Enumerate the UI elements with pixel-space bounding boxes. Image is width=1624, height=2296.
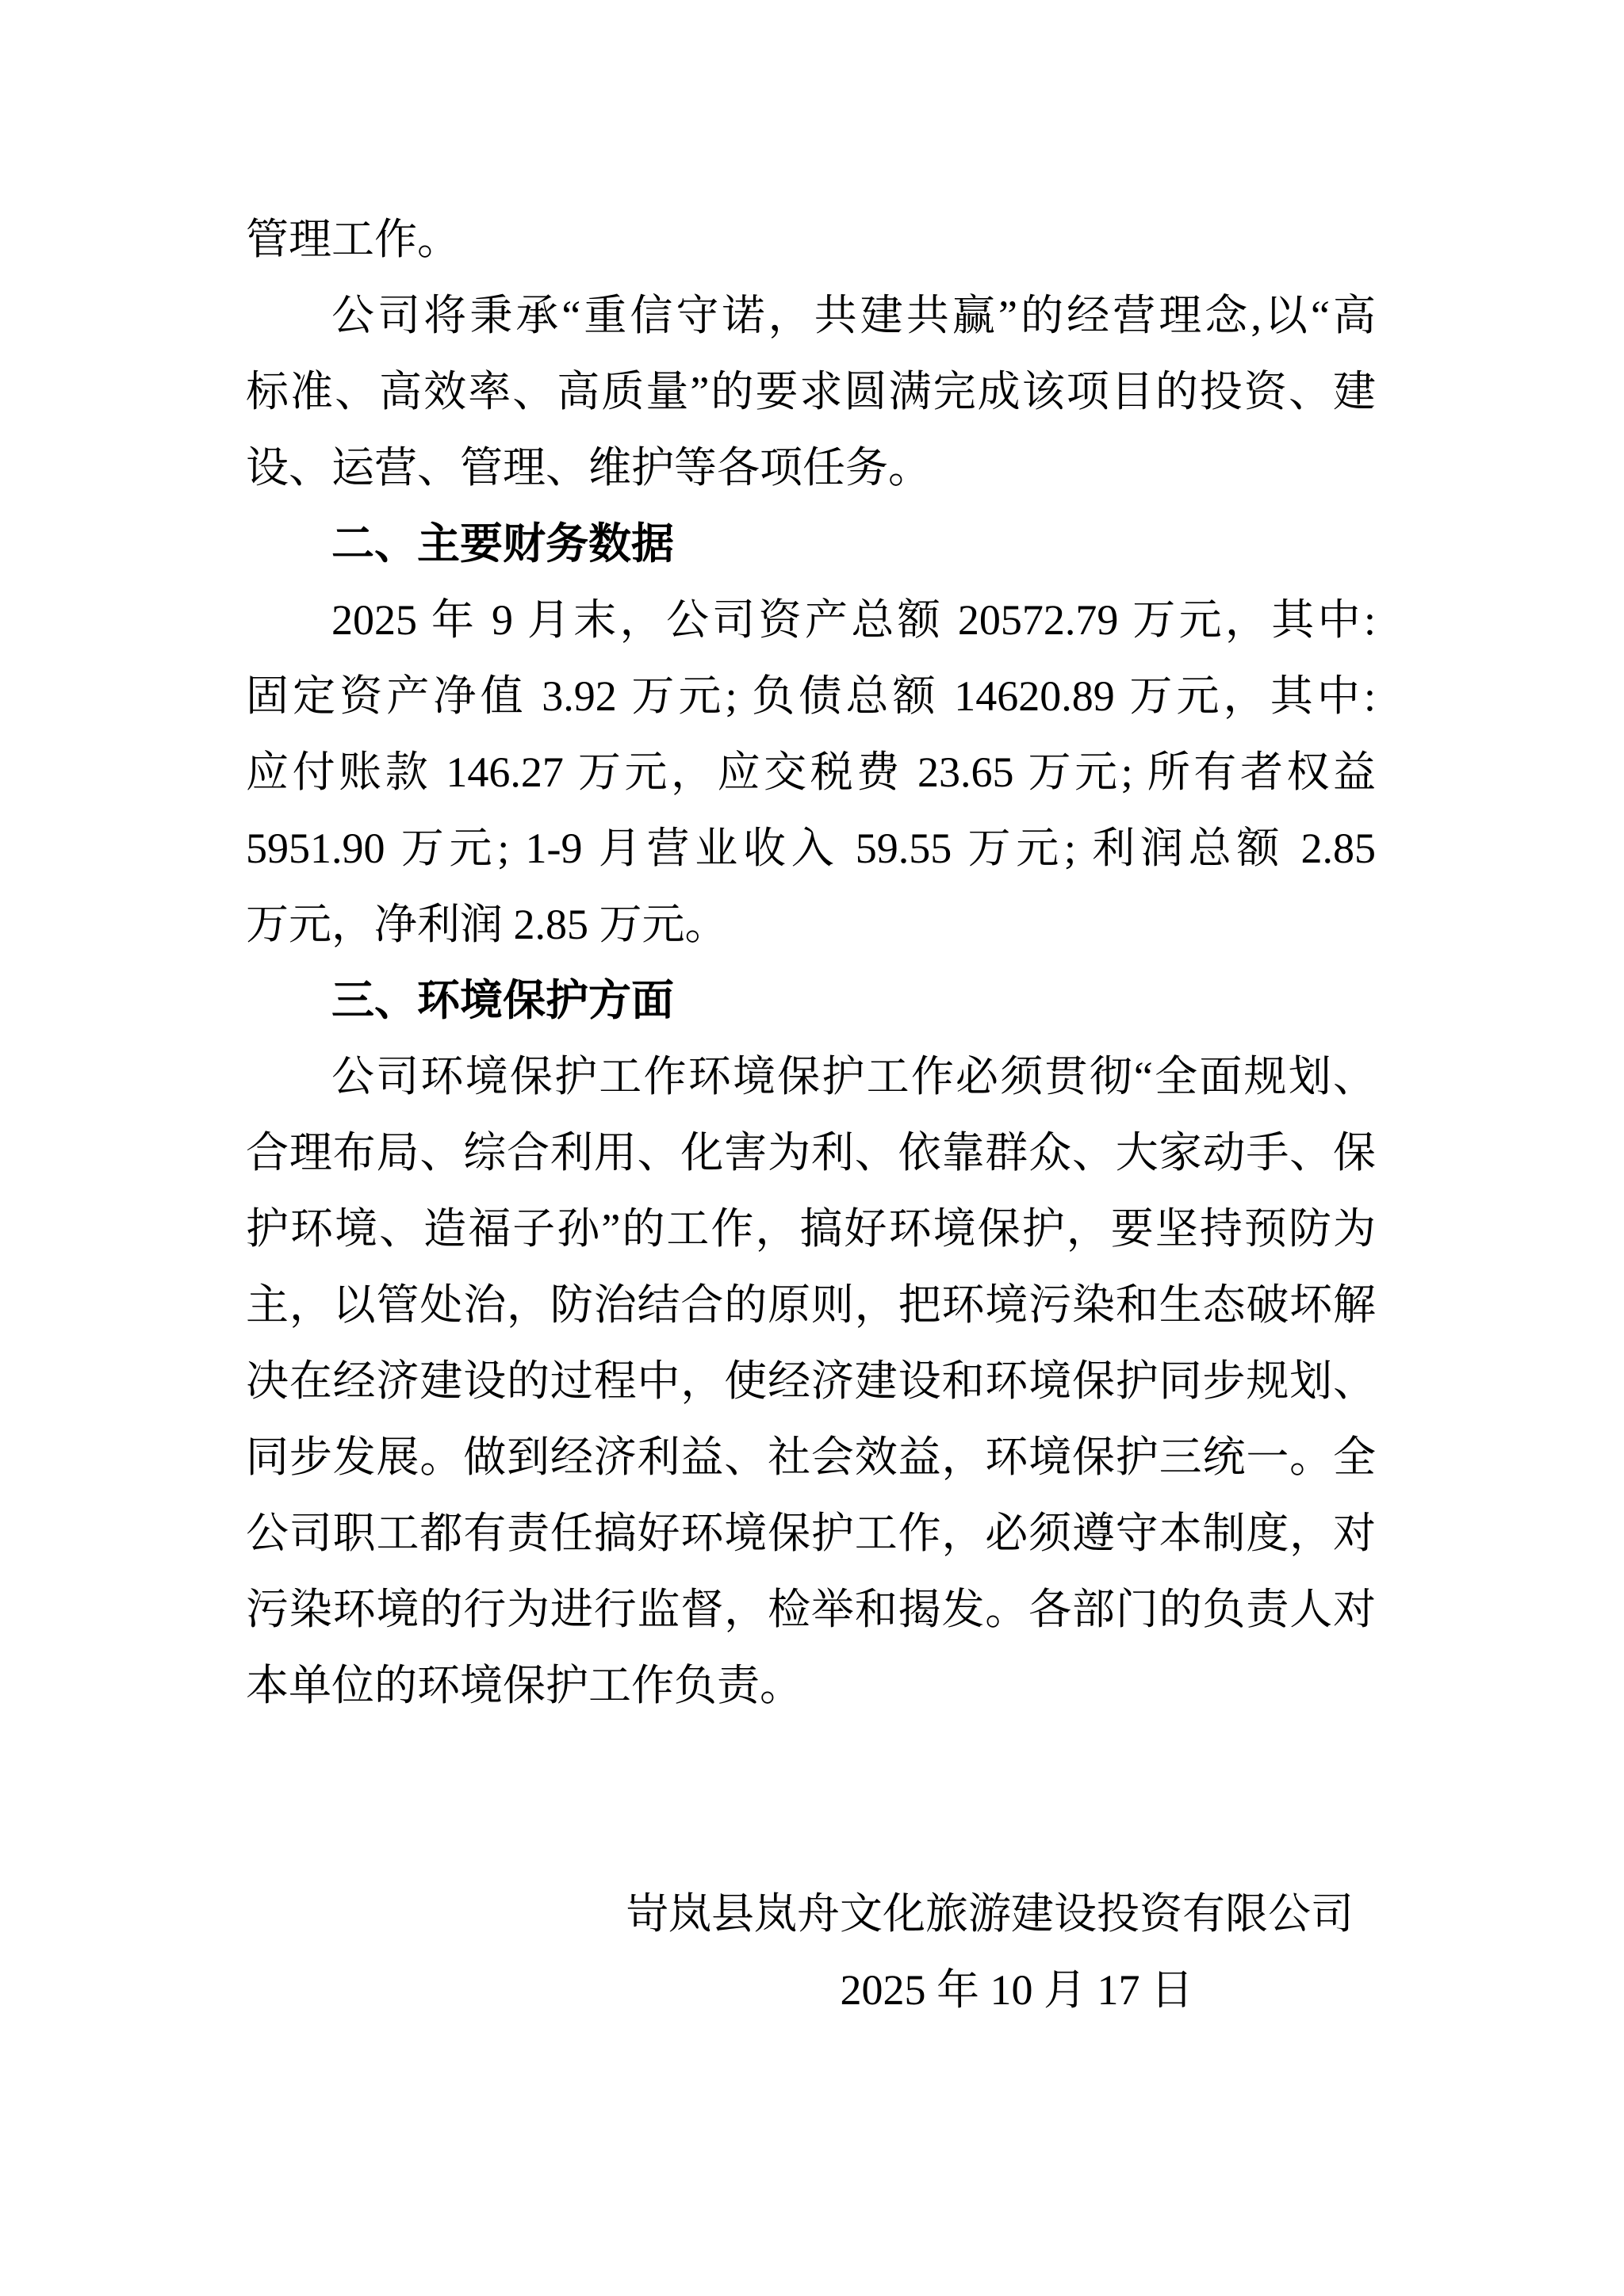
document-body bbox=[246, 201, 1376, 2028]
body-text-line: 护环境、造福子孙”的工作，搞好环境保护，要坚持预防为 bbox=[246, 1205, 1376, 1253]
blank-line bbox=[246, 1724, 1376, 1800]
body-text-line: 公司环境保护工作环境保护工作必须贯彻“全面规划、 bbox=[331, 1053, 1376, 1100]
body-text-line: 万元，净利润 2.85 万元。 bbox=[246, 901, 728, 948]
body-text-line: 公司将秉承“重信守诺，共建共赢”的经营理念,以“高 bbox=[331, 292, 1376, 339]
body-text-line: 合理布局、综合利用、化害为利、依靠群众、大家动手、保 bbox=[246, 1129, 1376, 1177]
blank-space bbox=[246, 1724, 1376, 1876]
section-heading-environment bbox=[246, 962, 1376, 1039]
body-text-line: 标准、高效率、高质量”的要求圆满完成该项目的投资、建 bbox=[246, 368, 1376, 415]
paragraph-financial-data bbox=[246, 582, 1376, 962]
paragraph-continuation bbox=[246, 201, 1376, 277]
body-text-line: 固定资产净值 3.92 万元; 负债总额 14620.89 万元，其中: bbox=[246, 672, 1376, 720]
body-text-line: 主，以管处治，防治结合的原则，把环境污染和生态破坏解 bbox=[246, 1281, 1376, 1329]
section-heading-line: 三、环境保护方面 bbox=[331, 977, 674, 1024]
paragraph-business-philosophy bbox=[246, 277, 1376, 506]
body-text-line: 公司职工都有责任搞好环境保护工作，必须遵守本制度，对 bbox=[246, 1510, 1376, 1557]
body-text-line: 5951.90 万元; 1-9 月营业收入 59.55 万元; 利润总额 2.85 bbox=[246, 825, 1376, 872]
body-text-line: 本单位的环境保护工作负责。 bbox=[246, 1662, 802, 1709]
signature-date bbox=[246, 1952, 1376, 2028]
section-heading-finance bbox=[246, 506, 1376, 582]
body-text-line: 2025 年 9 月末，公司资产总额 20572.79 万元，其中: bbox=[331, 596, 1376, 644]
paragraph-environment bbox=[246, 1039, 1376, 1724]
signature-company bbox=[246, 1876, 1376, 1952]
body-text-line: 设、运营、管理、维护等各项任务。 bbox=[246, 444, 931, 492]
body-text-line: 应付账款 146.27 万元，应交税费 23.65 万元; 所有者权益 bbox=[246, 748, 1376, 796]
body-text-line: 污染环境的行为进行监督，检举和揭发。各部门的负责人对 bbox=[246, 1586, 1376, 1633]
signature-date-line: 2025 年 10 月 17 日 bbox=[840, 1966, 1193, 2014]
body-text-line: 管理工作。 bbox=[246, 216, 460, 263]
signature-company-line: 岢岚县岚舟文化旅游建设投资有限公司 bbox=[626, 1890, 1354, 1938]
section-heading-line: 二、主要财务数据 bbox=[331, 520, 674, 568]
body-text-line: 决在经济建设的过程中，使经济建设和环境保护同步规划、 bbox=[246, 1357, 1376, 1405]
body-text-line: 同步发展。做到经济利益、社会效益，环境保护三统一。全 bbox=[246, 1433, 1376, 1481]
blank-line bbox=[246, 1800, 1376, 1876]
